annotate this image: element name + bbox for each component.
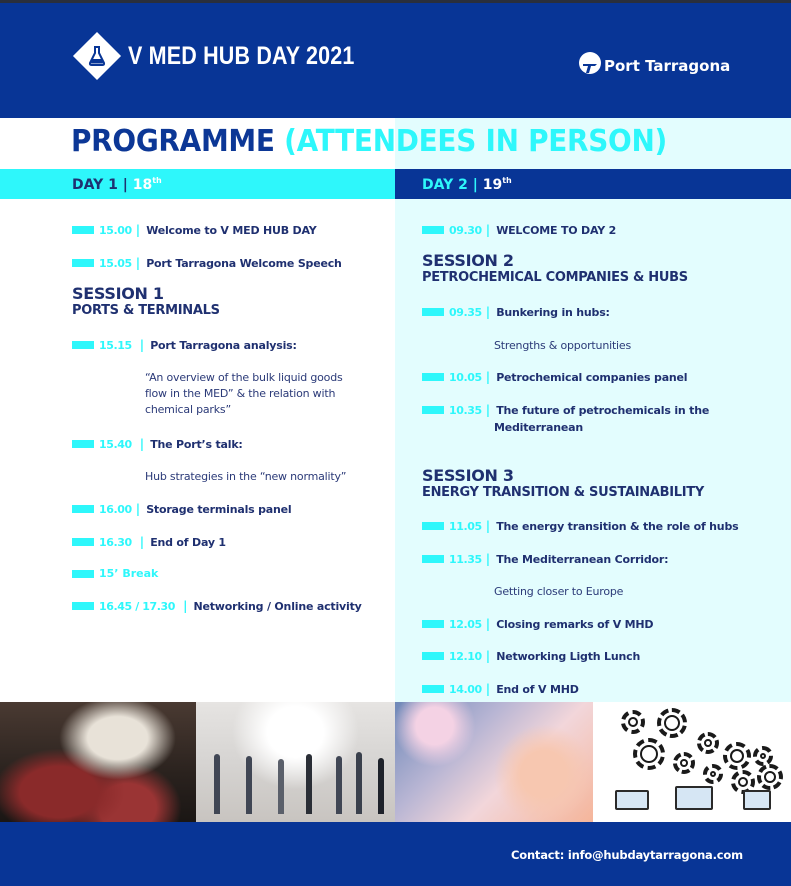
gear-icon [697, 732, 719, 754]
session-number: SESSION 2 [422, 251, 514, 270]
agenda-item [72, 535, 226, 549]
item-separator: | [485, 617, 491, 631]
item-title: Storage terminals panel [146, 502, 292, 516]
item-separator: | [183, 599, 188, 613]
session-heading [422, 252, 688, 285]
item-title: Bunkering in hubs: [496, 305, 610, 319]
day2-separator: | [472, 177, 478, 193]
bullet-bar-icon [422, 555, 444, 563]
item-title: Networking Ligth Lunch [496, 649, 641, 663]
agenda-item [72, 599, 362, 613]
agenda-item [72, 223, 317, 237]
session-name: PETROCHEMICAL COMPANIES & HUBS [422, 270, 688, 285]
item-title: The Port’s talk: [150, 437, 243, 451]
session-name: PORTS & TERMINALS [72, 303, 220, 318]
port-tarragona-logo [578, 51, 730, 75]
item-separator: | [139, 535, 145, 549]
item-separator: | [135, 223, 141, 237]
agenda-item-break [72, 567, 158, 580]
item-separator: | [485, 649, 491, 663]
agenda-item [422, 617, 653, 631]
gear-icon [757, 764, 783, 790]
item-time: 10.05 [449, 370, 482, 384]
agenda-item [422, 403, 709, 417]
photo-ham-buffet [0, 702, 196, 822]
day2-header [395, 169, 791, 199]
day1-date: 18 [132, 177, 153, 193]
gear-icon [723, 742, 751, 770]
contact-email[interactable]: Contact: info@hubdaytarragona.com [511, 848, 743, 862]
item-separator: | [485, 403, 491, 417]
programme-title [71, 124, 667, 159]
bullet-bar-icon [72, 259, 94, 267]
agenda-item [422, 223, 616, 237]
bullet-bar-icon [422, 685, 444, 693]
item-title: The energy transition & the role of hubs [496, 519, 739, 533]
day1-label: DAY 1 [72, 177, 118, 193]
session-number: SESSION 1 [72, 284, 164, 303]
gear-icon [703, 764, 723, 784]
tablet-icon [743, 790, 771, 810]
item-time: 16.45 / 17.30 [99, 599, 176, 613]
bullet-bar-icon [72, 570, 94, 578]
item-title: Networking / Online activity [193, 599, 362, 613]
item-time: 16.00 [99, 502, 132, 516]
item-separator: | [135, 256, 141, 270]
item-time: 15.05 [99, 256, 132, 270]
item-time: 16.30 [99, 535, 132, 549]
bullet-bar-icon [72, 505, 94, 513]
gear-icon [633, 738, 665, 770]
item-time: 12.05 [449, 617, 482, 631]
item-separator: | [485, 305, 491, 319]
item-separator: | [485, 682, 491, 696]
item-title: The future of petrochemicals in the [496, 403, 710, 417]
footer [0, 822, 791, 886]
item-time: 09.35 [449, 305, 482, 319]
diamond-badge [73, 32, 121, 80]
session-heading [422, 467, 704, 500]
item-time: 15.00 [99, 223, 132, 237]
day2-date-suffix: th [502, 176, 512, 185]
photo-strip [0, 702, 791, 822]
bullet-bar-icon [72, 602, 94, 610]
bullet-bar-icon [422, 652, 444, 660]
item-separator: | [135, 502, 141, 516]
bullet-bar-icon [72, 440, 94, 448]
event-title: V MED HUB DAY 2021 [128, 41, 355, 70]
item-title: Welcome to V MED HUB DAY [146, 223, 317, 237]
bullet-bar-icon [72, 538, 94, 546]
item-title: End of V MHD [496, 682, 579, 696]
gear-icon [657, 708, 687, 738]
gear-icon [621, 710, 645, 734]
agenda-item [422, 370, 687, 384]
item-title-continued: Mediterranean [494, 421, 583, 434]
bullet-bar-icon [72, 341, 94, 349]
gear-icon [673, 752, 695, 774]
event-logo [72, 39, 391, 73]
item-separator: | [485, 519, 491, 533]
day2-date: 19 [482, 177, 503, 193]
photo-music-sheet [395, 702, 593, 822]
agenda-item [72, 437, 243, 451]
session-name: ENERGY TRANSITION & SUSTAINABILITY [422, 485, 704, 500]
item-description: Getting closer to Europe [494, 585, 624, 598]
session-number: SESSION 3 [422, 466, 514, 485]
break-label: 15’ Break [99, 567, 159, 580]
bullet-bar-icon [422, 226, 444, 234]
gear-icon [753, 746, 773, 766]
item-time: 11.35 [449, 552, 482, 566]
day1-date-suffix: th [152, 176, 162, 185]
header-banner [0, 0, 791, 118]
day2-label: DAY 2 [422, 177, 468, 193]
agenda-item [422, 519, 738, 533]
item-time: 11.05 [449, 519, 482, 533]
item-separator: | [485, 370, 491, 384]
item-time: 09.30 [449, 223, 482, 237]
agenda-item [72, 502, 291, 516]
item-title: Closing remarks of V MHD [496, 617, 654, 631]
item-time: 10.35 [449, 403, 482, 417]
programme-title-accent: (ATTENDEES IN PERSON) [284, 124, 668, 159]
photo-gears-network [593, 702, 791, 822]
tablet-icon [675, 786, 713, 810]
bullet-bar-icon [422, 406, 444, 414]
flask-icon [88, 46, 106, 66]
agenda-item [72, 256, 342, 270]
item-title: Port Tarragona Welcome Speech [146, 256, 342, 270]
item-title: Petrochemical companies panel [496, 370, 688, 384]
item-separator: | [485, 223, 491, 237]
item-time: 15.40 [99, 437, 132, 451]
bullet-bar-icon [422, 522, 444, 530]
day1-separator: | [122, 177, 128, 193]
item-title: WELCOME TO DAY 2 [496, 223, 617, 237]
agenda-item [72, 338, 297, 352]
agenda-item [422, 305, 610, 319]
agenda-item [422, 649, 640, 663]
item-separator: | [485, 552, 491, 566]
item-description: “An overview of the bulk liquid goods flow in the MED” & the relation with chemical parks” [145, 371, 343, 416]
port-tarragona-icon [578, 51, 602, 75]
bullet-bar-icon [422, 308, 444, 316]
item-time: 15.15 [99, 338, 132, 352]
item-time: 12.10 [449, 649, 482, 663]
item-time: 14.00 [449, 682, 482, 696]
agenda-item [422, 682, 579, 696]
item-description: Hub strategies in the “new normality” [145, 470, 347, 483]
item-title: The Mediterranean Corridor: [496, 552, 669, 566]
agenda-item [422, 552, 668, 566]
bullet-bar-icon [422, 620, 444, 628]
bullet-bar-icon [72, 226, 94, 234]
programme-title-main: PROGRAMME [71, 124, 275, 159]
tablet-icon [615, 790, 649, 810]
day1-header [0, 169, 395, 199]
item-separator: | [139, 437, 145, 451]
port-name: Port Tarragona [604, 57, 731, 75]
item-title: Port Tarragona analysis: [150, 338, 297, 352]
item-title: End of Day 1 [150, 535, 226, 549]
item-separator: | [139, 338, 145, 352]
session-heading [72, 285, 220, 318]
bullet-bar-icon [422, 373, 444, 381]
item-description: Strengths & opportunities [494, 339, 632, 352]
photo-networking-hall [196, 702, 395, 822]
